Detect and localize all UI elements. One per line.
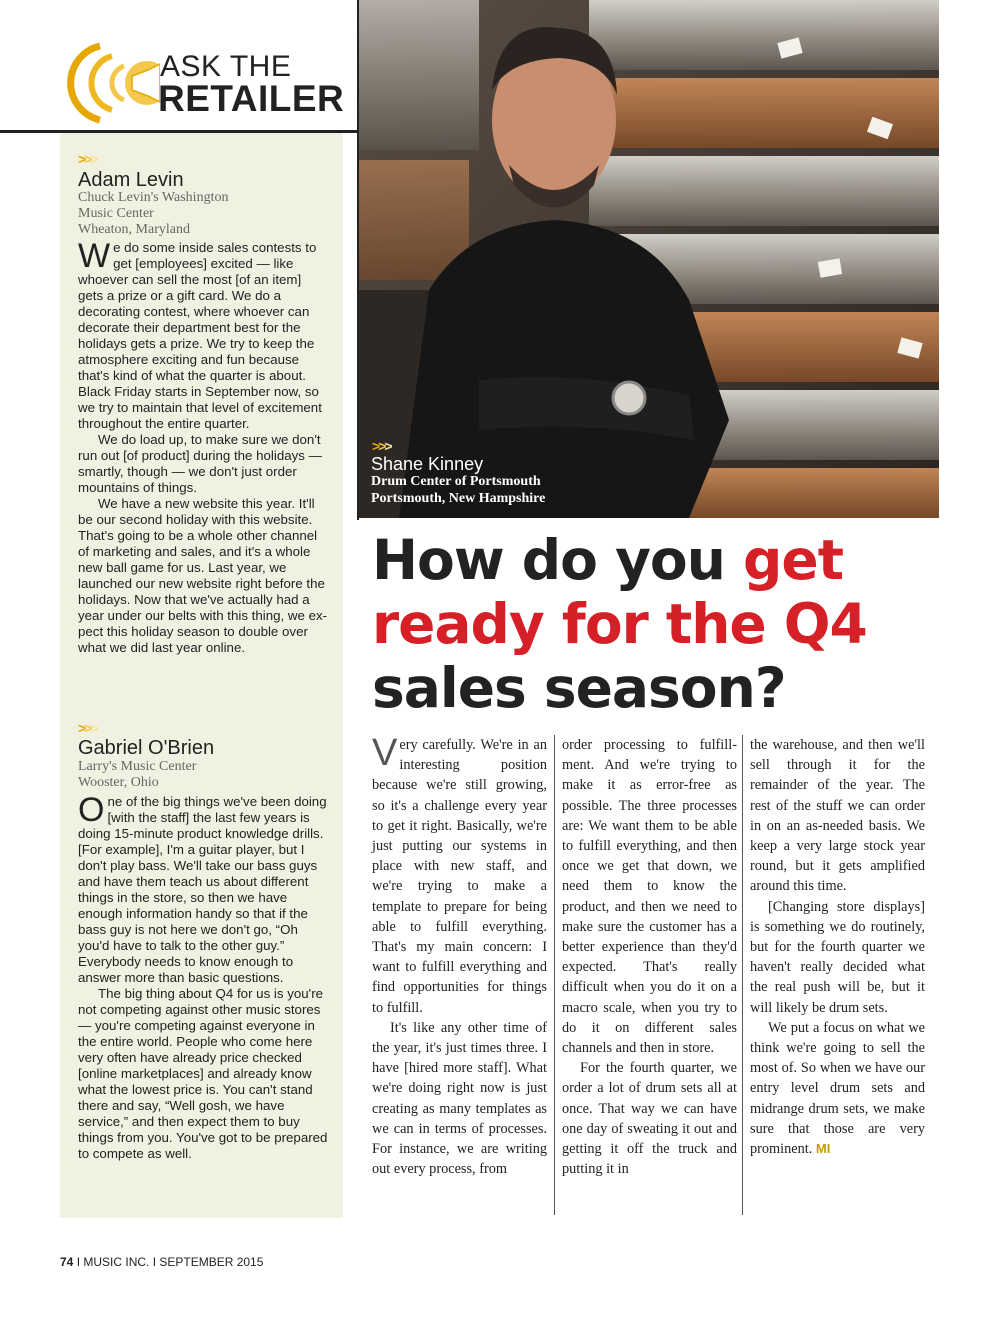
respondent-affiliation: Chuck Levin's Washington Music Center Wheaton, Maryland xyxy=(78,190,229,237)
dropcap: V xyxy=(372,732,398,774)
arrows-icon: >>> xyxy=(78,720,97,736)
respondent-name: Adam Levin xyxy=(78,169,184,191)
logo-text-retailer: RETAILER xyxy=(158,78,345,119)
page-folio: 74 I MUSIC INC. I SEPTEMBER 2015 xyxy=(60,1255,264,1269)
photo-caption-name: Shane Kinney xyxy=(371,454,484,474)
column-rule xyxy=(554,735,555,1215)
megaphone-logo-icon xyxy=(60,40,160,126)
respondent-affiliation: Larry's Music Center Wooster, Ohio xyxy=(78,759,197,790)
headline: How do you get ready for the Q4 sales season? xyxy=(372,528,867,720)
arrows-icon: >>> xyxy=(372,438,391,454)
respondent-answer: One of the big things we've been doing [with the staff] the last few years is doing 15-minute product knowledge drills. [For example], I'm a guitar player, but I don't play bass. We'll take our bass guys and have them teach us about different things in the store, so then we have enough information handy so that if the bass guy is not here we don't go, “Oh you'd have to talk to the other guy.” Everybody needs to know enough to answer more than basic questions. The big thing about Q4 for us is you're not competing against other music stores — you're competing against everyone in the entire world. People who come here very often have already price checked [online marketplaces] and already know what the lowest price is. You can't stand there and say, “Well gosh, we have service,” and then expect them to buy things from you. You've got to be prepared to compete as well. xyxy=(78,791,328,1161)
article-column-1: Very carefully. We're in an interesting position because we're still growing, so it's a challenge every year to get it right. Basically, we're just putting our systems in place with new staff, and we're trying to make a template to prepare for being able to fulfill everything. That's my main concern: I want to fulfill everything and find opportunities for things to fulfill. It's like any other time of the year, it's just times three. I have [hired more staff]. What we're doing right now is just creating as many templates as we can in terms of processes. For instance, we are writing out every process, from xyxy=(372,732,547,1178)
arrows-icon: >>> xyxy=(78,151,97,167)
logo-text-ask-the: ASK THE xyxy=(160,50,292,83)
portrait-photo xyxy=(359,0,939,518)
article-column-3: the warehouse, and then we'll sell through it for the remainder of the year. The rest of the stuff we can order in on an as-needed basis. We keep a very large stock year round, but it gets amplified around this time. [Changing store displays] is something we do routinely, but for the fourth quarter we haven't really decided what the real push will be, but it will likely be drum sets. We put a focus on what we think we're going to sell the most of. So when we have our entry level drum sets and midrange drum sets, we make sure that those are very prominent. MI xyxy=(750,737,925,1158)
photo-caption-location: Portsmouth, New Hampshire xyxy=(371,491,546,506)
photo-caption-store: Drum Center of Portsmouth xyxy=(371,474,541,489)
dropcap: O xyxy=(78,791,105,829)
dropcap: W xyxy=(78,237,111,275)
drum-store-photo xyxy=(359,0,939,518)
end-mark: MI xyxy=(815,1141,831,1157)
article-column-2: order processing to fulfillment. And we're trying to make it as error-free as possible. The three processes are: We want them to be able to fulfill everything, and then once we get that down, we need them to know the product, and then we need to make sure the customer has a better experience than they'd expected. That's really difficult when you do it on a macro scale, when you try to do it on different sales channels and then in store. For the fourth quarter, we order a lot of drum sets all at once. That way we can have one day of sweating it out and getting it off the truck and putting it in xyxy=(562,737,737,1178)
column-rule xyxy=(742,735,743,1215)
respondent-answer: We do some inside sales contests to get [employees] excited — like whoever can sell the most [of an item] gets a prize or a gift card. We do a decorating contest, where whoever can decorate their department best for the holidays gets a prize. We try to keep the atmosphere exciting and fun because that's kind of what the quarter is about. Black Friday starts in September now, so we try to maintain that level of excitement throughout the entire quarter. We do load up, to make sure we don't run out [of product] during the holidays — smartly, though — we don't just order mountains of things. We have a new website this year. It'll be our second holiday with this website. That's going to be a whole other channel of marketing and sales, and it's a whole new ball game for us. Last year, we launched our new website right before the holidays. Now that we've actually had a year under our belts with this thing, we expect this holiday season to double over what we did last year online. xyxy=(78,237,328,655)
respondent-name: Gabriel O'Brien xyxy=(78,737,215,759)
